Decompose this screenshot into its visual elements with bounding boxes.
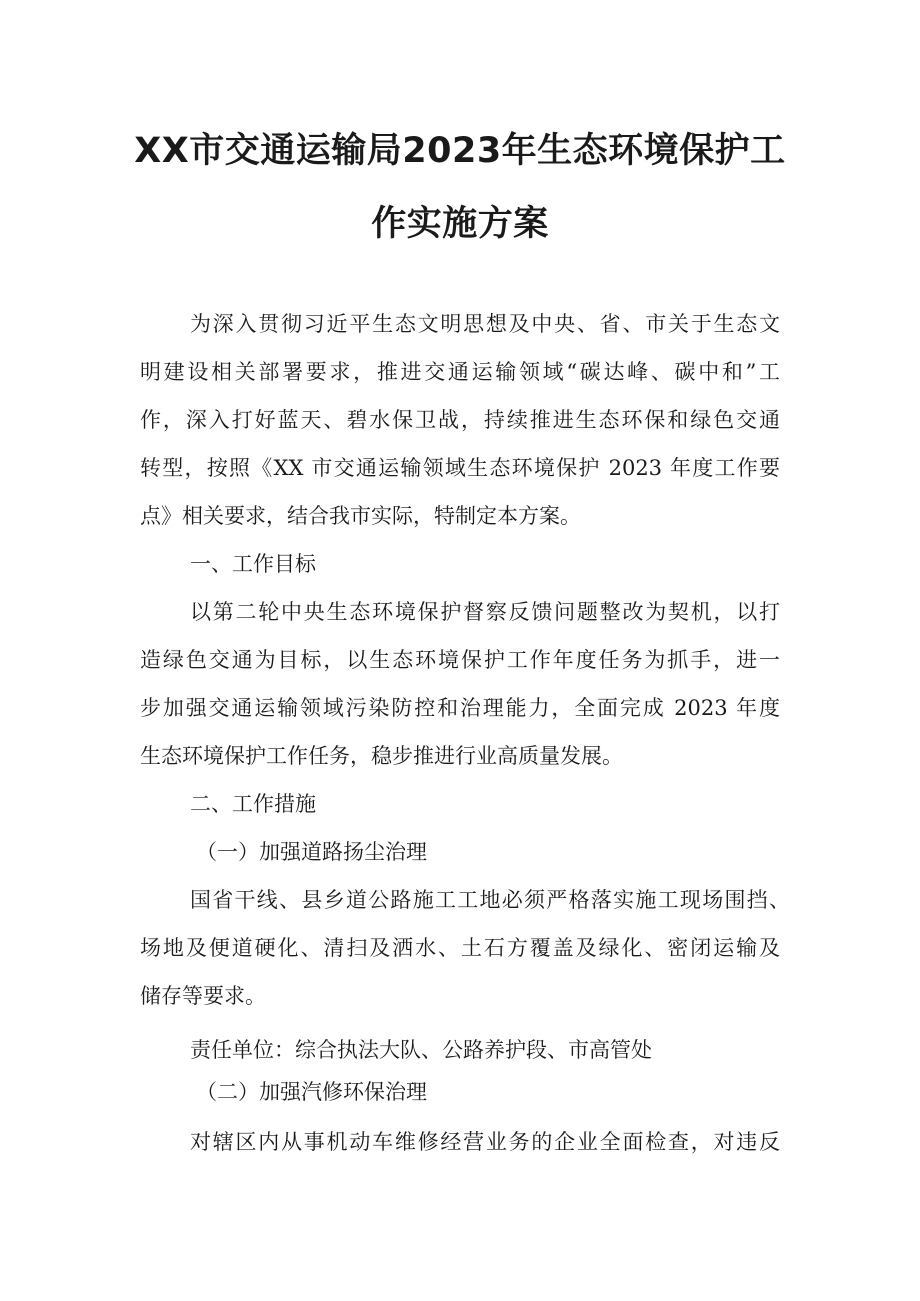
document-title-line-1: XX市交通运输局2023年生态环境保护工 (134, 131, 786, 171)
paragraph-goals-line-4: 生态环境保护工作任务，稳步推进行业高质量发展。 (140, 744, 623, 768)
paragraph-goals-line-2: 造绿色交通为目标，以生态环境保护工作年度任务为抓手，进一 (140, 648, 780, 672)
paragraph-goals-line-1: 以第二轮中央生态环境保护督察反馈问题整改为契机，以打 (190, 600, 780, 624)
section-heading-goals: 一、工作目标 (190, 552, 316, 576)
subsection-heading-auto-repair: （二）加强汽修环保治理 (196, 1080, 427, 1104)
paragraph-intro-line-1: 为深入贯彻习近平生态文明思想及中央、省、市关于生态文 (190, 312, 780, 336)
paragraph-intro-line-2: 明建设相关部署要求，推进交通运输领域“碳达峰、碳中和”工 (140, 360, 780, 384)
paragraph-intro-line-5: 点》相关要求，结合我市实际，特制定本方案。 (140, 504, 581, 528)
paragraph-auto-repair-line-1: 对辖区内从事机动车维修经营业务的企业全面检查，对违反 (190, 1130, 780, 1154)
responsible-units-road-dust: 责任单位：综合执法大队、公路养护段、市高管处 (190, 1038, 652, 1062)
paragraph-road-dust-line-3: 储存等要求。 (140, 984, 266, 1008)
paragraph-road-dust-line-2: 场地及便道硬化、清扫及洒水、土石方覆盖及绿化、密闭运输及 (140, 936, 780, 960)
document-title-line-2: 作实施方案 (371, 204, 549, 244)
section-heading-measures: 二、工作措施 (190, 792, 316, 816)
paragraph-intro-line-3: 作，深入打好蓝天、碧水保卫战，持续推进生态环保和绿色交通 (140, 408, 780, 432)
subsection-heading-road-dust: （一）加强道路扬尘治理 (196, 840, 427, 864)
paragraph-intro-line-4: 转型，按照《XX 市交通运输领域生态环境保护 2023 年度工作要 (140, 456, 780, 480)
paragraph-goals-line-3: 步加强交通运输领域污染防控和治理能力，全面完成 2023 年度 (140, 696, 780, 720)
paragraph-road-dust-line-1: 国省干线、县乡道公路施工工地必须严格落实施工现场围挡、 (190, 888, 790, 912)
